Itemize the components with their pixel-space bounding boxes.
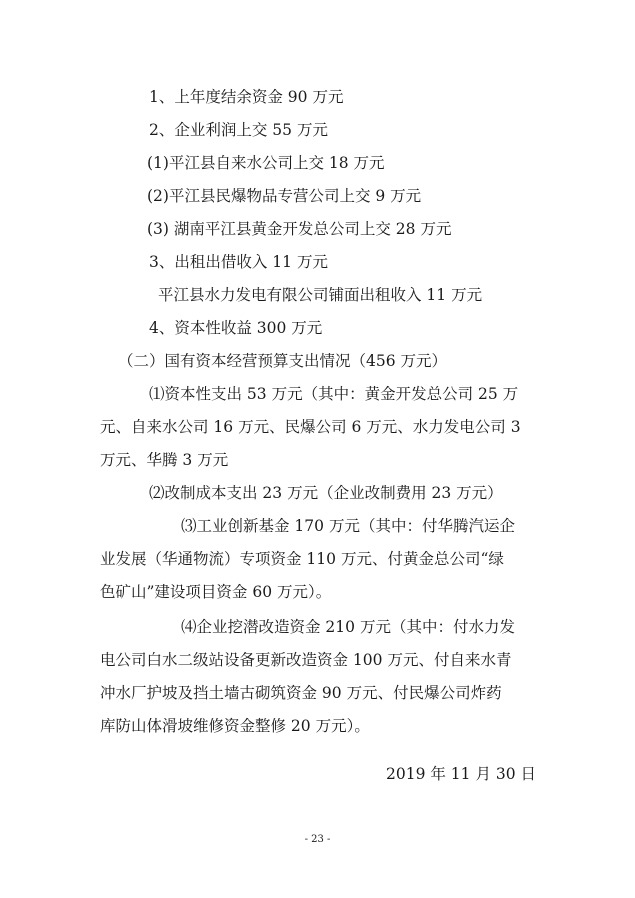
text-line: 3、出租出借收入 11 万元 (149, 253, 328, 271)
text-line: 万元、华腾 3 万元 (100, 451, 229, 469)
text-line: ⑵改制成本支出 23 万元（企业改制费用 23 万元） (149, 484, 503, 502)
text-line: 1、上年度结余资金 90 万元 (149, 88, 344, 106)
text-line: （二）国有资本经营预算支出情况（456 万元） (118, 352, 448, 370)
text-line: 平江县水力发电有限公司铺面出租收入 11 万元 (158, 286, 483, 304)
text-line: ⑶工业创新基金 170 万元（其中：付华腾汽运企 (181, 517, 515, 535)
text-line: 业发展（华通物流）专项资金 110 万元、付黄金总公司“绿 (100, 550, 504, 568)
text-line: (3) 湖南平江县黄金开发总公司上交 28 万元 (147, 220, 452, 238)
text-line: 库防山体滑坡维修资金整修 20 万元）。 (100, 717, 370, 735)
text-line: 元、自来水公司 16 万元、民爆公司 6 万元、水力发电公司 3 (100, 418, 521, 436)
text-line: ⑷企业挖潜改造资金 210 万元（其中：付水力发 (181, 618, 515, 636)
text-line: (1)平江县自来水公司上交 18 万元 (147, 154, 385, 172)
text-line: 2、企业利润上交 55 万元 (149, 121, 328, 139)
text-line: 4、资本性收益 300 万元 (149, 319, 323, 337)
text-line: (2)平江县民爆物品专营公司上交 9 万元 (147, 187, 422, 205)
text-line: 色矿山”建设项目资金 60 万元）。 (100, 583, 332, 601)
page-number: - 23 - (304, 834, 331, 845)
document-date: 2019 年 11 月 30 日 (386, 765, 537, 783)
text-line: 冲水厂护坡及挡土墙古砌筑资金 90 万元、付民爆公司炸药 (100, 684, 502, 702)
text-line: 电公司白水二级站设备更新改造资金 100 万元、付自来水青 (100, 651, 512, 669)
text-line: ⑴资本性支出 53 万元（其中：黄金开发总公司 25 万 (149, 385, 519, 403)
